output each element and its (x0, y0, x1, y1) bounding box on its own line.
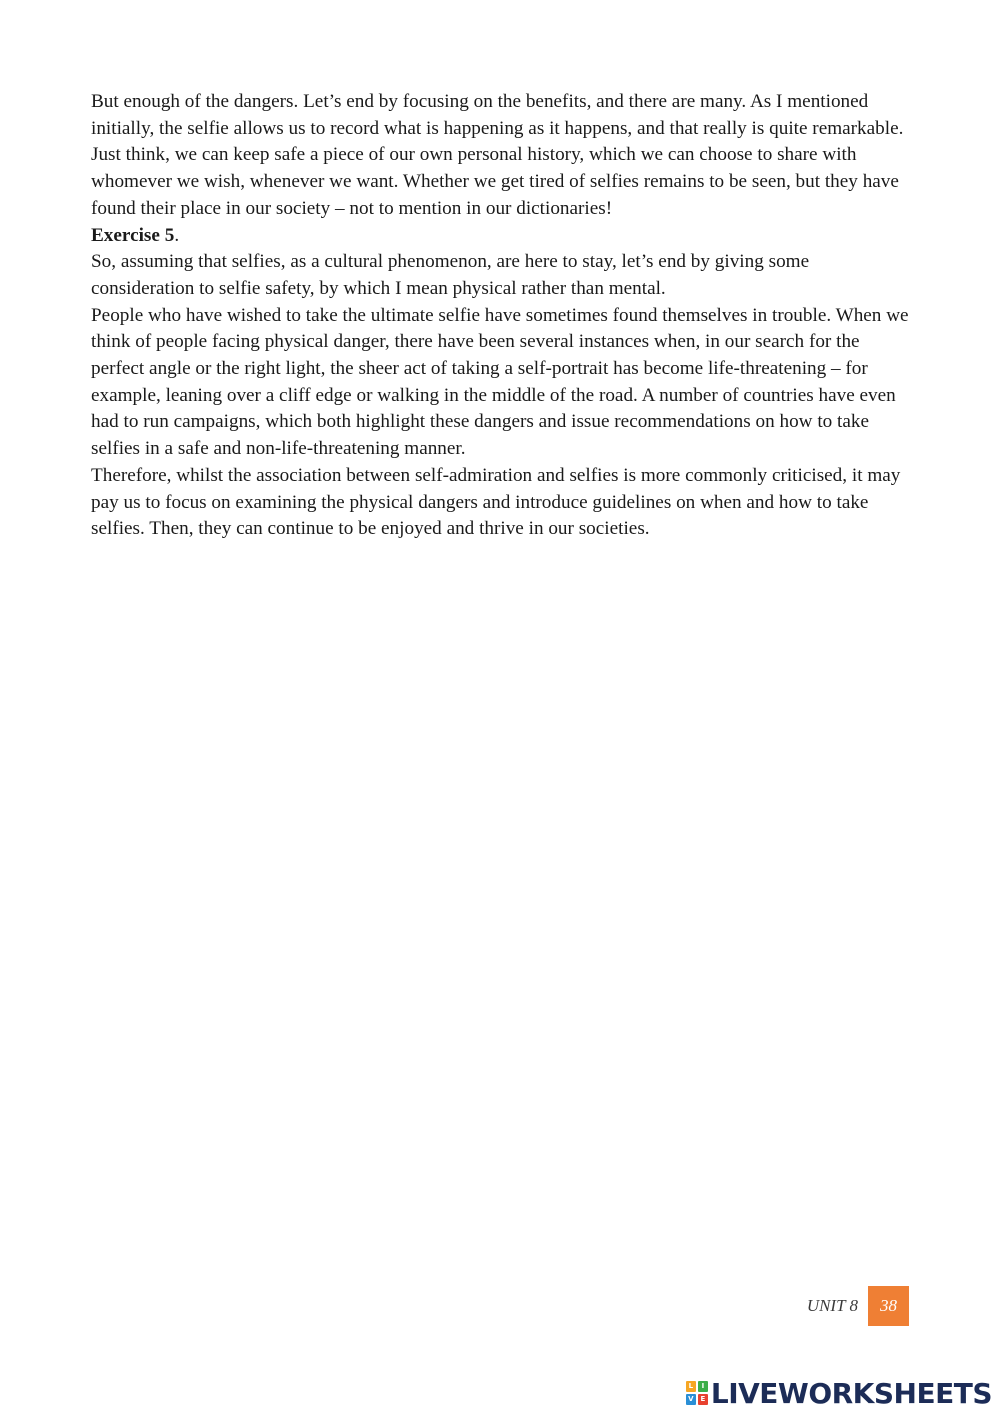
logo-letter-i: I (698, 1381, 708, 1392)
logo-letter-e: E (698, 1394, 708, 1405)
liveworksheets-wordmark: LIVEWORKSHEETS (710, 1376, 992, 1410)
paragraph-conclusion: Therefore, whilst the association between self-admiration and selfies is more commonly criticised, it may pay us to focus on examining the physical dangers and introduce guidelines on when and how to take selfies. Then, they can continue to be enjoyed and thrive in our societies. (91, 464, 901, 540)
liveworksheets-brand[interactable] (686, 1376, 992, 1410)
logo-letter-l: L (686, 1381, 696, 1392)
logo-letter-v: V (686, 1394, 696, 1405)
paragraph-benefits: But enough of the dangers. Let’s end by focusing on the benefits, and there are many. As I mentioned initially, the selfie allows us to record what is happening as it happens, and that really is quite remarkable. Just think, we can keep safe a piece of our own personal history, which we can choose to share with whomever we wish, whenever we want. Whether we get tired of selfies remains to be seen, but they have found their place in our society – not to mention in our dictionaries! (91, 91, 904, 219)
liveworksheets-logo-icon (686, 1381, 708, 1405)
unit-label: UNIT 8 (806, 1296, 858, 1315)
page-number-badge: 38 (868, 1286, 909, 1326)
paragraph-selfie-safety: So, assuming that selfies, as a cultural phenomenon, are here to stay, let’s end by giving some consideration to selfie safety, by which I mean physical rather than mental. (91, 251, 810, 299)
exercise-heading-label: Exercise 5 (91, 224, 175, 246)
exercise-heading (91, 223, 913, 250)
paragraph-physical-danger: People who have wished to take the ultimate selfie have sometimes found themselves in trouble. When we think of people facing physical danger, there have been several instances when, in our search for the perfect angle or the right light, the sheer act of taking a self-portrait has become life-threatening – for example, leaning over a cliff edge or walking in the middle of the road. A number of countries have even had to run campaigns, which both highlight these dangers and issue recommendations on how to take selfies in a safe and non-life-threatening manner. (91, 304, 909, 460)
page-footer (807, 1286, 909, 1326)
document-body (91, 89, 913, 543)
exercise-heading-suffix: . (174, 224, 180, 246)
